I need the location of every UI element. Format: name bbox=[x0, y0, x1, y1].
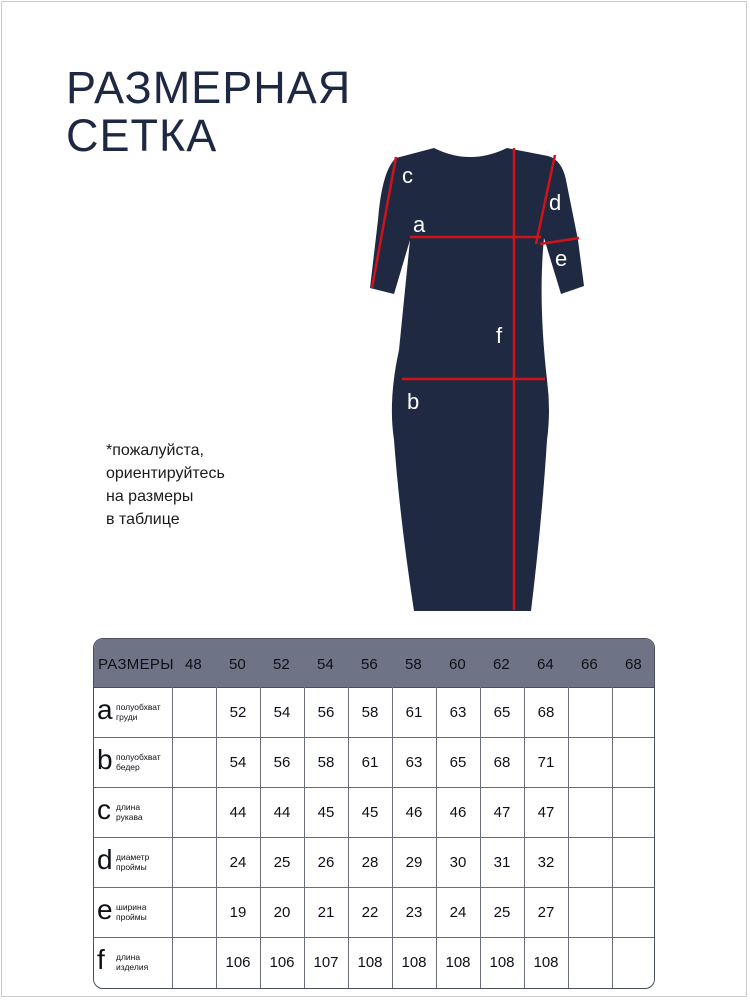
size-value-cell: 25 bbox=[273, 854, 291, 871]
label-a: a bbox=[413, 212, 426, 237]
size-value-cell: 46 bbox=[405, 804, 423, 821]
title-line-2: СЕТКА bbox=[66, 110, 218, 161]
measurement-letter: f bbox=[97, 944, 105, 975]
label-b: b bbox=[407, 389, 420, 414]
size-header-56: 56 bbox=[361, 656, 378, 673]
size-value-cell: 63 bbox=[405, 754, 423, 771]
sizes-header-label: РАЗМЕРЫ bbox=[98, 656, 174, 673]
size-value-cell: 61 bbox=[405, 704, 423, 721]
size-header-50: 50 bbox=[229, 656, 246, 673]
note-line-2: ориентируйтесь bbox=[106, 465, 225, 482]
table-row bbox=[94, 687, 654, 737]
size-header-62: 62 bbox=[493, 656, 510, 673]
measurement-description bbox=[116, 752, 161, 772]
description-line: бедер bbox=[116, 762, 140, 772]
size-value-cell: 44 bbox=[273, 804, 291, 821]
size-value-cell: 47 bbox=[493, 804, 511, 821]
size-header-58: 58 bbox=[405, 656, 422, 673]
size-value-cell: 26 bbox=[317, 854, 335, 871]
size-table bbox=[93, 638, 655, 989]
description-line: проймы bbox=[116, 912, 147, 922]
table-row bbox=[94, 887, 654, 937]
description-line: диаметр bbox=[116, 852, 150, 862]
table-row bbox=[94, 787, 654, 837]
description-line: изделия bbox=[116, 962, 149, 972]
size-value-cell: 19 bbox=[229, 904, 247, 921]
size-value-cell: 108 bbox=[401, 954, 427, 971]
size-value-cell: 71 bbox=[537, 754, 555, 771]
size-header-52: 52 bbox=[273, 656, 290, 673]
dress-measurement-diagram bbox=[350, 140, 600, 620]
measurement-letter: a bbox=[97, 694, 113, 725]
measurement-letter: c bbox=[97, 794, 111, 825]
size-value-cell: 56 bbox=[317, 704, 335, 721]
size-value-cell: 68 bbox=[537, 704, 555, 721]
size-value-cell: 61 bbox=[361, 754, 379, 771]
measurement-letter: d bbox=[97, 844, 113, 875]
note-line-1: *пожалуйста, bbox=[106, 442, 204, 459]
size-value-cell: 68 bbox=[493, 754, 511, 771]
size-value-cell: 56 bbox=[273, 754, 291, 771]
label-f: f bbox=[496, 323, 503, 348]
size-value-cell: 108 bbox=[489, 954, 515, 971]
size-value-cell: 21 bbox=[317, 904, 335, 921]
size-value-cell: 22 bbox=[361, 904, 379, 921]
size-value-cell: 46 bbox=[449, 804, 467, 821]
description-line: ширина bbox=[116, 902, 147, 912]
measurement-description bbox=[116, 802, 143, 822]
label-d: d bbox=[549, 190, 562, 215]
size-value-cell: 65 bbox=[449, 754, 467, 771]
size-value-cell: 65 bbox=[493, 704, 511, 721]
size-value-cell: 106 bbox=[269, 954, 295, 971]
title-line-1: РАЗМЕРНАЯ bbox=[66, 62, 352, 113]
size-value-cell: 45 bbox=[317, 804, 335, 821]
size-value-cell: 20 bbox=[273, 904, 291, 921]
size-value-cell: 107 bbox=[313, 954, 339, 971]
size-value-cell: 24 bbox=[449, 904, 467, 921]
size-value-cell: 27 bbox=[537, 904, 555, 921]
table-row bbox=[94, 737, 654, 787]
size-value-cell: 28 bbox=[361, 854, 379, 871]
measurement-letter: b bbox=[97, 744, 113, 775]
size-header-54: 54 bbox=[317, 656, 334, 673]
measurement-description bbox=[116, 702, 161, 722]
measurement-description bbox=[116, 852, 149, 872]
size-value-cell: 106 bbox=[225, 954, 251, 971]
measurement-description bbox=[116, 952, 148, 972]
description-line: длина bbox=[116, 952, 141, 962]
description-line: рукава bbox=[116, 812, 143, 822]
description-line: длина bbox=[116, 802, 141, 812]
size-value-cell: 25 bbox=[493, 904, 511, 921]
size-value-cell: 52 bbox=[229, 704, 247, 721]
size-header-48: 48 bbox=[185, 656, 202, 673]
size-header-68: 68 bbox=[625, 656, 642, 673]
size-value-cell: 32 bbox=[537, 854, 555, 871]
description-line: полуобхват bbox=[116, 752, 161, 762]
table-row bbox=[94, 837, 654, 887]
size-header-60: 60 bbox=[449, 656, 466, 673]
note-line-3: на размеры bbox=[106, 488, 194, 505]
size-value-cell: 31 bbox=[493, 854, 511, 871]
size-value-cell: 24 bbox=[229, 854, 247, 871]
label-e: e bbox=[555, 246, 568, 271]
measurement-letter: e bbox=[97, 894, 113, 925]
size-value-cell: 63 bbox=[449, 704, 467, 721]
size-header-64: 64 bbox=[537, 656, 554, 673]
size-value-cell: 54 bbox=[273, 704, 291, 721]
size-note bbox=[106, 439, 225, 531]
page-title bbox=[66, 64, 351, 160]
note-line-4: в таблице bbox=[106, 511, 180, 528]
table-row bbox=[94, 937, 654, 987]
size-value-cell: 108 bbox=[357, 954, 383, 971]
size-value-cell: 45 bbox=[361, 804, 379, 821]
description-line: груди bbox=[116, 712, 138, 722]
size-value-cell: 23 bbox=[405, 904, 423, 921]
label-c: c bbox=[402, 163, 413, 188]
size-value-cell: 47 bbox=[537, 804, 555, 821]
table-header bbox=[94, 639, 654, 688]
size-value-cell: 58 bbox=[317, 754, 335, 771]
size-value-cell: 58 bbox=[361, 704, 379, 721]
size-value-cell: 108 bbox=[533, 954, 559, 971]
size-value-cell: 29 bbox=[405, 854, 423, 871]
description-line: полуобхват bbox=[116, 702, 161, 712]
size-header-66: 66 bbox=[581, 656, 598, 673]
size-value-cell: 44 bbox=[229, 804, 247, 821]
size-value-cell: 30 bbox=[449, 854, 467, 871]
description-line: проймы bbox=[116, 862, 147, 872]
measurement-description bbox=[116, 902, 147, 922]
size-value-cell: 54 bbox=[229, 754, 247, 771]
size-value-cell: 108 bbox=[445, 954, 471, 971]
